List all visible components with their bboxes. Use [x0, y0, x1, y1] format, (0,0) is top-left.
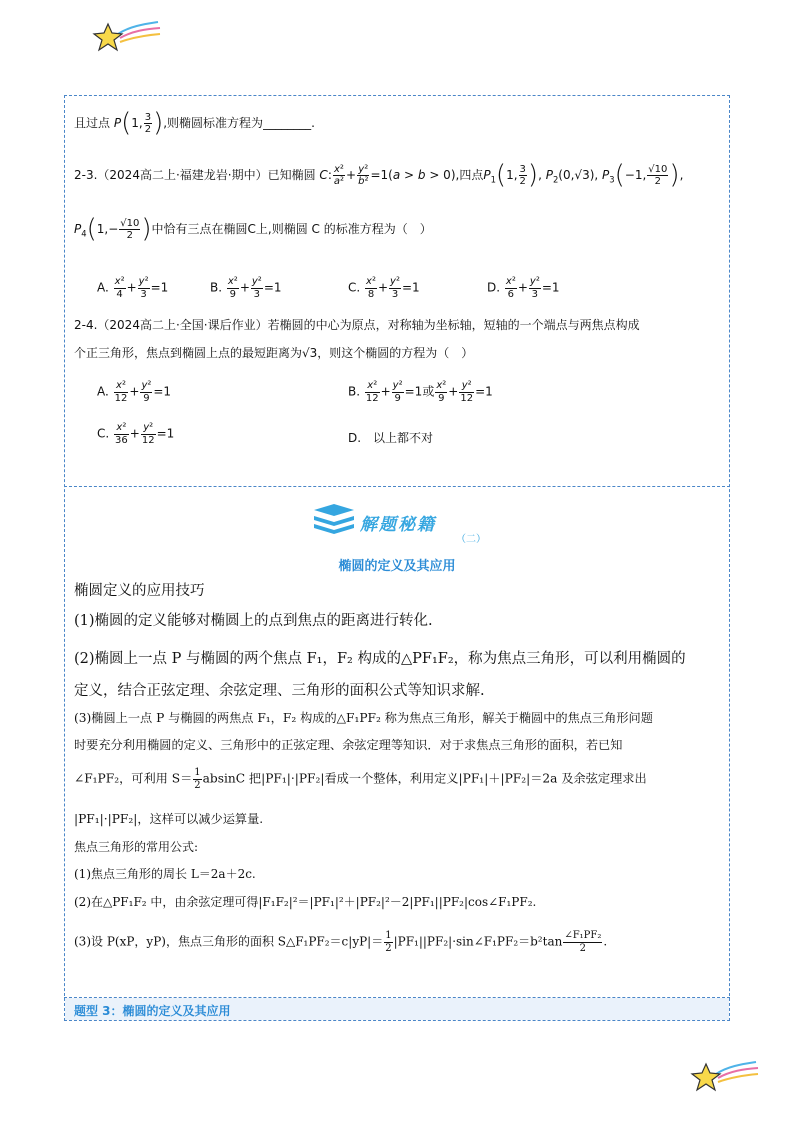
- paragraph-3-cont: 时要充分利用椭圆的定义、三角形中的正弦定理、余弦定理等知识．对于求焦点三角形的面积，若已知: [74, 738, 623, 752]
- question-2-3: 2-3.（2024高二上·福建龙岩·期中）已知椭圆 C: $\frac{\text{x²}}{\text{a²}}$ + $\frac{\text{y²}}{\text{b²}}$ =1(a > b > 0),四点$P_1(1$, $\frac{3}{2}$ ), $P_2(0,√3)$, $P_3(-1$, $\frac{√10}{2}$ ),: [74, 160, 684, 190]
- paragraph-2-cont: 定义，结合正弦定理、余弦定理、三角形的面积公式等知识求解.: [74, 683, 485, 699]
- option-c[interactable]: C. $\frac{\text{x²}}{36}$ + $\frac{\text{y²}}{12}$ =1: [97, 422, 175, 446]
- section-title: 椭圆的定义及其应用: [338, 559, 456, 574]
- paragraph-2: (2)椭圆上一点 P 与椭圆的两个焦点 F₁，F₂ 构成的△PF₁F₂，称为焦点三角形，可以利用椭圆的: [74, 651, 686, 667]
- star-icon: [90, 18, 162, 58]
- formula-3: (3)设 P(xP，yP)，焦点三角形的面积 S△F₁PF₂＝c|yP|＝ $\frac{1}{2}$ |PF₁||PF₂|·sin∠F₁PF₂＝b²tan $\frac{\text{∠F₁PF₂}}{2}$ .: [74, 930, 608, 954]
- section-divider: [64, 486, 730, 487]
- question-2-4: 2-4.（2024高二上·全国·课后作业）若椭圆的中心为原点，对称轴为坐标轴，短轴的一个端点与两焦点构成: [74, 318, 640, 332]
- section-heading: 椭圆定义的应用技巧: [74, 583, 205, 599]
- option-d[interactable]: D. 以上都不对: [348, 431, 434, 445]
- option-d[interactable]: D. $\frac{\text{x²}}{6}$ + $\frac{\text{y²}}{3}$ =1: [487, 276, 560, 300]
- question-2-3-line2: $P_4(1,-$ $\frac{√10}{2}$ )中恰有三点在椭圆C上,则椭圆 C 的标准方程为（ ）: [74, 214, 432, 244]
- option-b[interactable]: B. $\frac{\text{x²}}{12}$ + $\frac{\text{y²}}{9}$ =1或 $\frac{\text{x²}}{9}$ + $\frac{\text{y²}}{12}$ =1: [348, 380, 493, 404]
- formula-2: (2)在△PF₁F₂ 中，由余弦定理可得|F₁F₂|²＝|PF₁|²＋|PF₂|²－2|PF₁||PF₂|cos∠F₁PF₂.: [74, 895, 537, 909]
- formula-heading: 焦点三角形的常用公式:: [74, 840, 199, 854]
- option-c[interactable]: C. $\frac{\text{x²}}{8}$ + $\frac{\text{y²}}{3}$ =1: [348, 276, 420, 300]
- option-b[interactable]: B. $\frac{\text{x²}}{9}$ + $\frac{\text{y²}}{3}$ =1: [210, 276, 282, 300]
- banner-title: 解题秘籍: [360, 515, 436, 535]
- star-icon: [688, 1058, 760, 1098]
- paragraph-3: (3)椭圆上一点 P 与椭圆的两焦点 F₁，F₂ 构成的△F₁PF₂ 称为焦点三角形，解关于椭圆中的焦点三角形问题: [74, 711, 653, 725]
- paragraph-1: (1)椭圆的定义能够对椭圆上的点到焦点的距离进行转化.: [74, 613, 433, 629]
- option-a[interactable]: A. $\frac{\text{x²}}{12}$ + $\frac{\text{y²}}{9}$ =1: [97, 380, 172, 404]
- paragraph-3-cont: |PF₁|·|PF₂|，这样可以减少运算量.: [74, 812, 264, 826]
- question-2-2-tail: 且过点 P(1, $\frac{3}{2}$ ),则椭圆标准方程为________.: [74, 108, 315, 138]
- question-2-4-line2: 个正三角形，焦点到椭圆上点的最短距离为√3，则这个椭圆的方程为（ ）: [74, 346, 474, 360]
- option-a[interactable]: A. $\frac{\text{x²}}{4}$ + $\frac{\text{y²}}{3}$ =1: [97, 276, 169, 300]
- banner-subtitle: （二）: [456, 534, 486, 545]
- formula-1: (1)焦点三角形的周长 L＝2a＋2c.: [74, 867, 256, 881]
- ellipse-equation: C: $\frac{\text{x²}}{\text{a²}}$ + $\frac{\text{y²}}{\text{b²}}$ =1(a > b > 0): [319, 163, 456, 188]
- question-type-label: 题型 3：椭圆的定义及其应用: [74, 1004, 231, 1018]
- books-icon: [312, 502, 356, 536]
- paragraph-3-cont: ∠F₁PF₂，可利用 S＝ $\frac{1}{2}$ absinC 把|PF₁|·|PF₂|看成一个整体，利用定义|PF₁|＋|PF₂|＝2a 及余弦定理求出: [74, 767, 647, 791]
